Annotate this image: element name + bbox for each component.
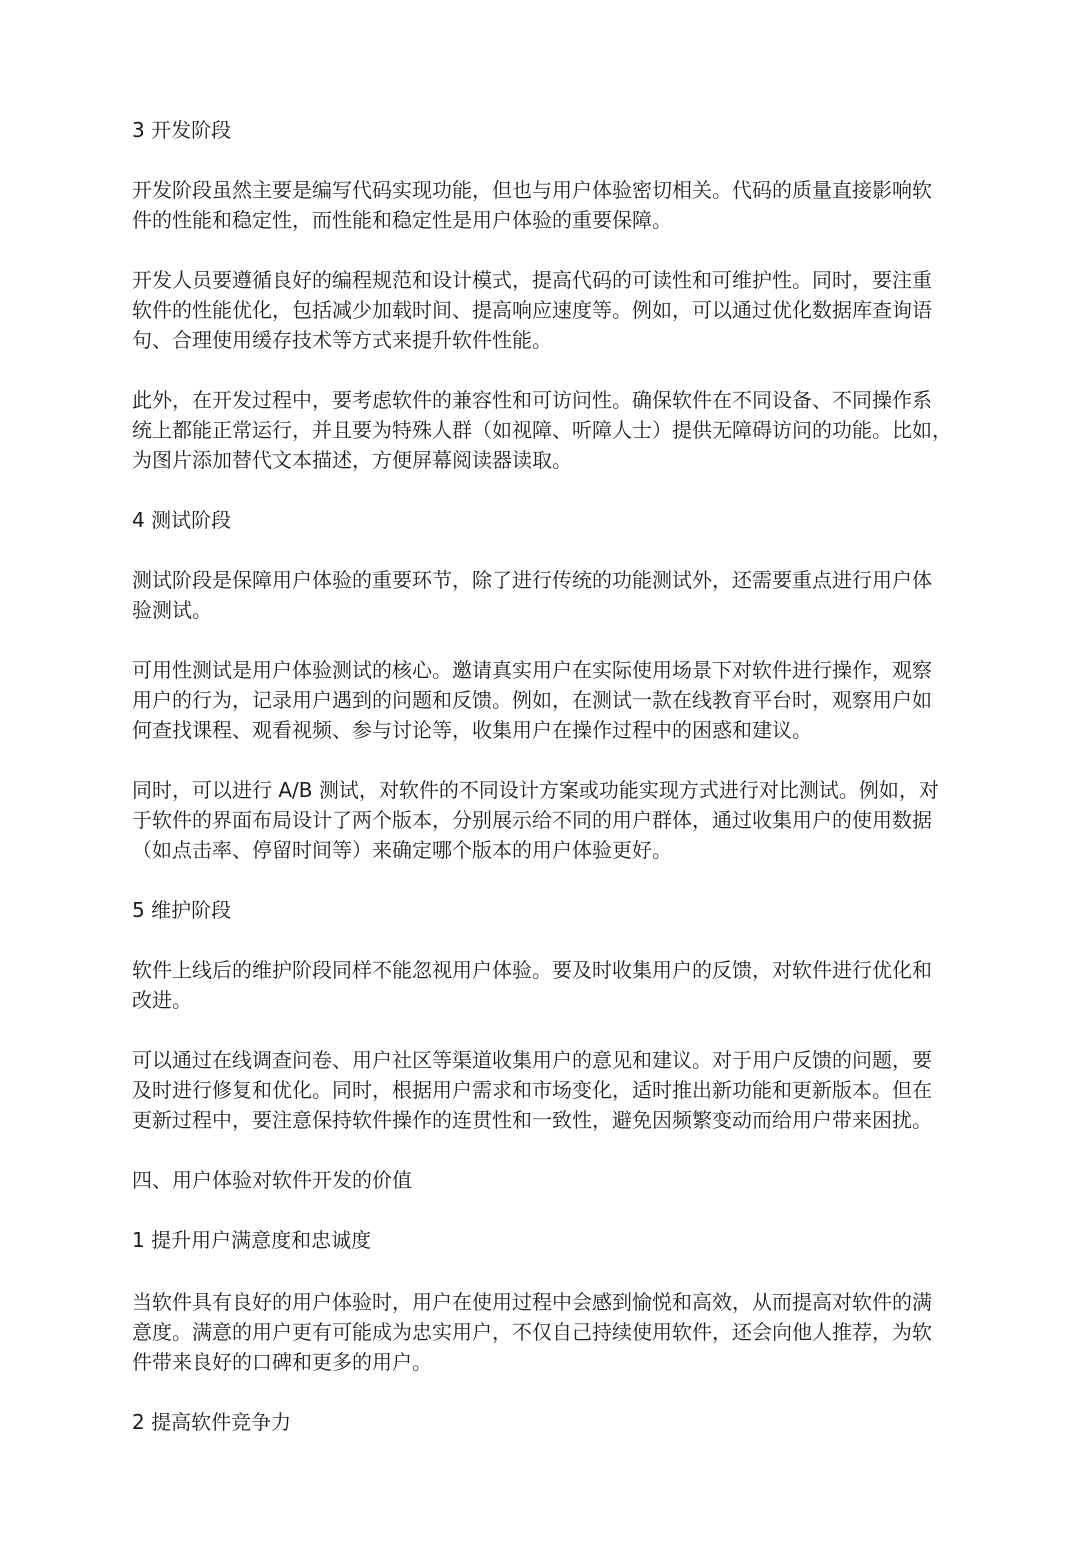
text-line: 意度。满意的用户更有可能成为忠实用户，不仅自己持续使用软件，还会向他人推荐，为软: [132, 1320, 932, 1344]
paragraph-usability-testing: [132, 655, 942, 745]
text-line: 开发人员要遵循良好的编程规范和设计模式，提高代码的可读性和可维护性。同时，要注重: [132, 268, 932, 292]
text-line: 当软件具有良好的用户体验时，用户在使用过程中会感到愉悦和高效，从而提高对软件的满: [132, 1290, 932, 1314]
text-line: 软件的性能优化，包括减少加载时间、提高响应速度等。例如，可以通过优化数据库查询语: [132, 298, 932, 322]
text-line: 件带来良好的口碑和更多的用户。: [132, 1350, 432, 1374]
paragraph-development-intro: [132, 175, 942, 235]
paragraph-compatibility: [132, 385, 952, 475]
text-line: 可用性测试是用户体验测试的核心。邀请真实用户在实际使用场景下对软件进行操作，观察: [132, 658, 932, 682]
paragraph-satisfaction: [132, 1287, 942, 1377]
text-line: 件的性能和稳定性，而性能和稳定性是用户体验的重要保障。: [132, 208, 672, 232]
text-line: （如点击率、停留时间等）来确定哪个版本的用户体验更好。: [132, 838, 672, 862]
paragraph-testing-intro: [132, 565, 942, 625]
section-heading-maintenance: [132, 895, 942, 925]
section-heading-testing: [132, 505, 942, 535]
paragraph-feedback-collection: [132, 1045, 942, 1135]
paragraph-maintenance-intro: [132, 955, 942, 1015]
paragraph-coding-standards: [132, 265, 942, 355]
text-line: 为图片添加替代文本描述，方便屏幕阅读器读取。: [132, 448, 572, 472]
paragraph-ab-testing: [132, 775, 942, 865]
text-line: 四、用户体验对软件开发的价值: [132, 1168, 412, 1192]
text-line: 于软件的界面布局设计了两个版本，分别展示给不同的用户群体，通过收集用户的使用数据: [132, 808, 932, 832]
text-line: 1 提升用户满意度和忠诚度: [132, 1228, 372, 1252]
text-line: 统上都能正常运行，并且要为特殊人群（如视障、听障人士）提供无障碍访问的功能。比如，: [132, 418, 952, 442]
section-heading-competitiveness: [132, 1407, 942, 1437]
text-line: 测试阶段是保障用户体验的重要环节，除了进行传统的功能测试外，还需要重点进行用户体: [132, 568, 932, 592]
text-line: 5 维护阶段: [132, 898, 232, 922]
chapter-heading-value: [132, 1165, 942, 1195]
text-line: 同时，可以进行 A/B 测试，对软件的不同设计方案或功能实现方式进行对比测试。例如，对: [132, 778, 939, 802]
section-heading-development: [132, 115, 942, 145]
text-line: 何查找课程、观看视频、参与讨论等，收集用户在操作过程中的困惑和建议。: [132, 718, 812, 742]
text-line: 用户的行为，记录用户遇到的问题和反馈。例如，在测试一款在线教育平台时，观察用户如: [132, 688, 932, 712]
text-line: 改进。: [132, 988, 192, 1012]
text-line: 验测试。: [132, 598, 212, 622]
text-line: 句、合理使用缓存技术等方式来提升软件性能。: [132, 328, 552, 352]
text-line: 及时进行修复和优化。同时，根据用户需求和市场变化，适时推出新功能和更新版本。但在: [132, 1078, 932, 1102]
text-line: 更新过程中，要注意保持软件操作的连贯性和一致性，避免因频繁变动而给用户带来困扰。: [132, 1108, 932, 1132]
section-heading-satisfaction: [132, 1225, 942, 1255]
text-line: 2 提高软件竞争力: [132, 1410, 292, 1434]
text-line: 此外，在开发过程中，要考虑软件的兼容性和可访问性。确保软件在不同设备、不同操作系: [132, 388, 932, 412]
text-line: 软件上线后的维护阶段同样不能忽视用户体验。要及时收集用户的反馈，对软件进行优化和: [132, 958, 932, 982]
text-line: 开发阶段虽然主要是编写代码实现功能，但也与用户体验密切相关。代码的质量直接影响软: [132, 178, 932, 202]
text-line: 可以通过在线调查问卷、用户社区等渠道收集用户的意见和建议。对于用户反馈的问题，要: [132, 1048, 932, 1072]
text-line: 4 测试阶段: [132, 508, 232, 532]
text-line: 3 开发阶段: [132, 118, 232, 142]
